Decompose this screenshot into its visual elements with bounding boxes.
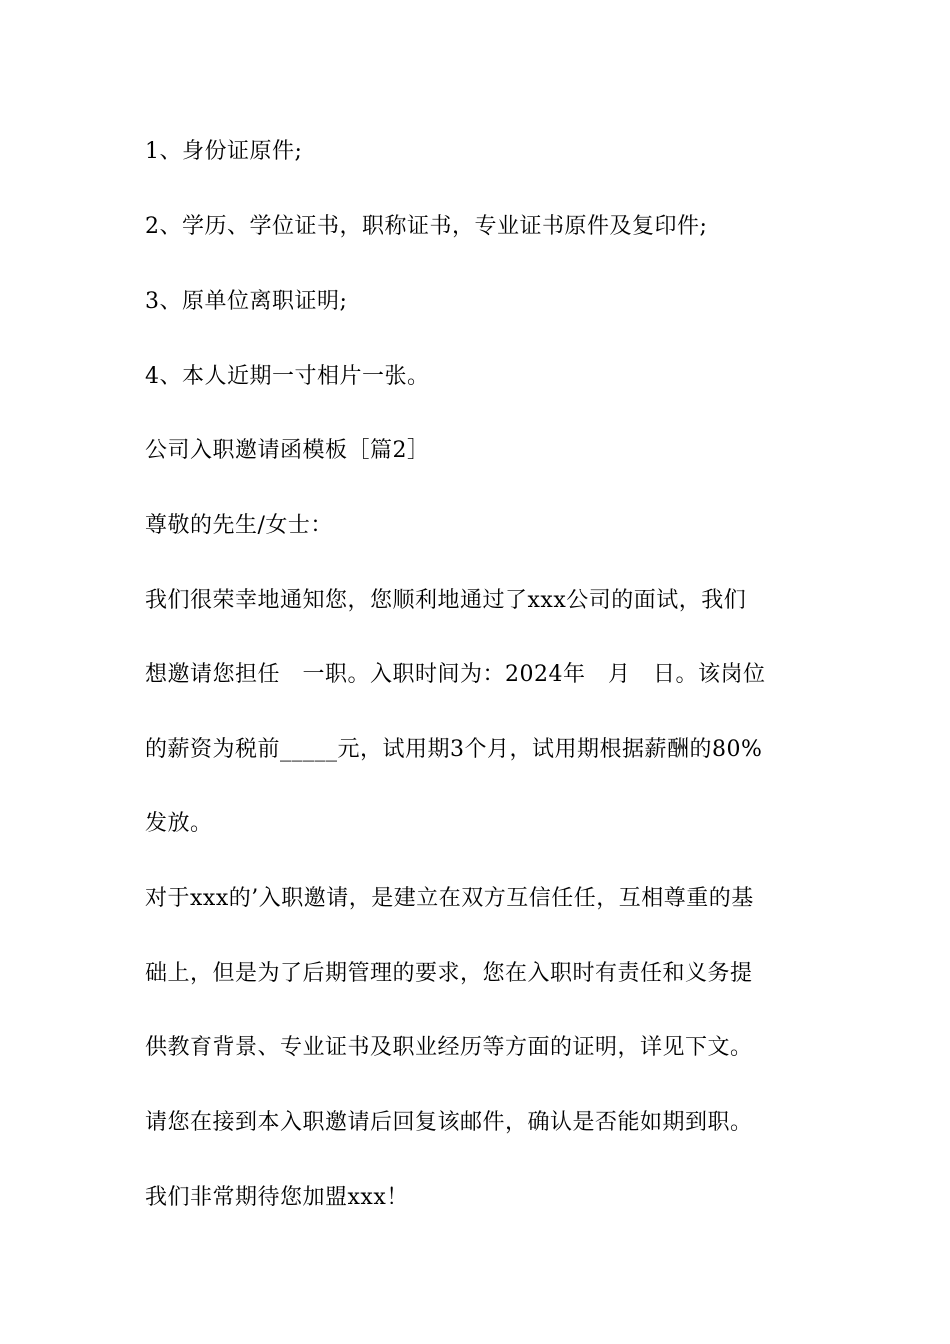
paragraph-line: 础上，但是为了后期管理的要求，您在入职时有责任和义务提 bbox=[145, 961, 753, 986]
section-heading: 公司入职邀请函模板［篇2］ bbox=[145, 438, 430, 463]
paragraph-line: 供教育背景、专业证书及职业经历等方面的证明，详见下文。 bbox=[145, 1035, 753, 1060]
list-item-id-card: 1、身份证原件; bbox=[145, 139, 303, 164]
paragraph-line: 请您在接到本入职邀请后回复该邮件，确认是否能如期到职。 bbox=[145, 1110, 753, 1135]
list-item-certificates: 2、学历、学位证书，职称证书，专业证书原件及复印件; bbox=[145, 214, 708, 239]
paragraph-line: 想邀请您担任 一职。入职时间为：2024年 月 日。该岗位 bbox=[145, 662, 766, 687]
paragraph-line: 我们很荣幸地通知您，您顺利地通过了xxx公司的面试，我们 bbox=[145, 588, 747, 613]
paragraph-line: 对于xxx的’入职邀请，是建立在双方互信任任，互相尊重的基 bbox=[145, 886, 754, 911]
paragraph-line: 发放。 bbox=[145, 811, 213, 836]
closing-line: 我们非常期待您加盟xxx！ bbox=[145, 1185, 409, 1210]
list-item-photo: 4、本人近期一寸相片一张。 bbox=[145, 364, 430, 389]
salutation: 尊敬的先生/女士： bbox=[145, 513, 333, 538]
list-item-resignation-proof: 3、原单位离职证明; bbox=[145, 289, 348, 314]
paragraph-line: 的薪资为税前_____元，试用期3个月，试用期根据薪酬的80% bbox=[145, 737, 763, 762]
